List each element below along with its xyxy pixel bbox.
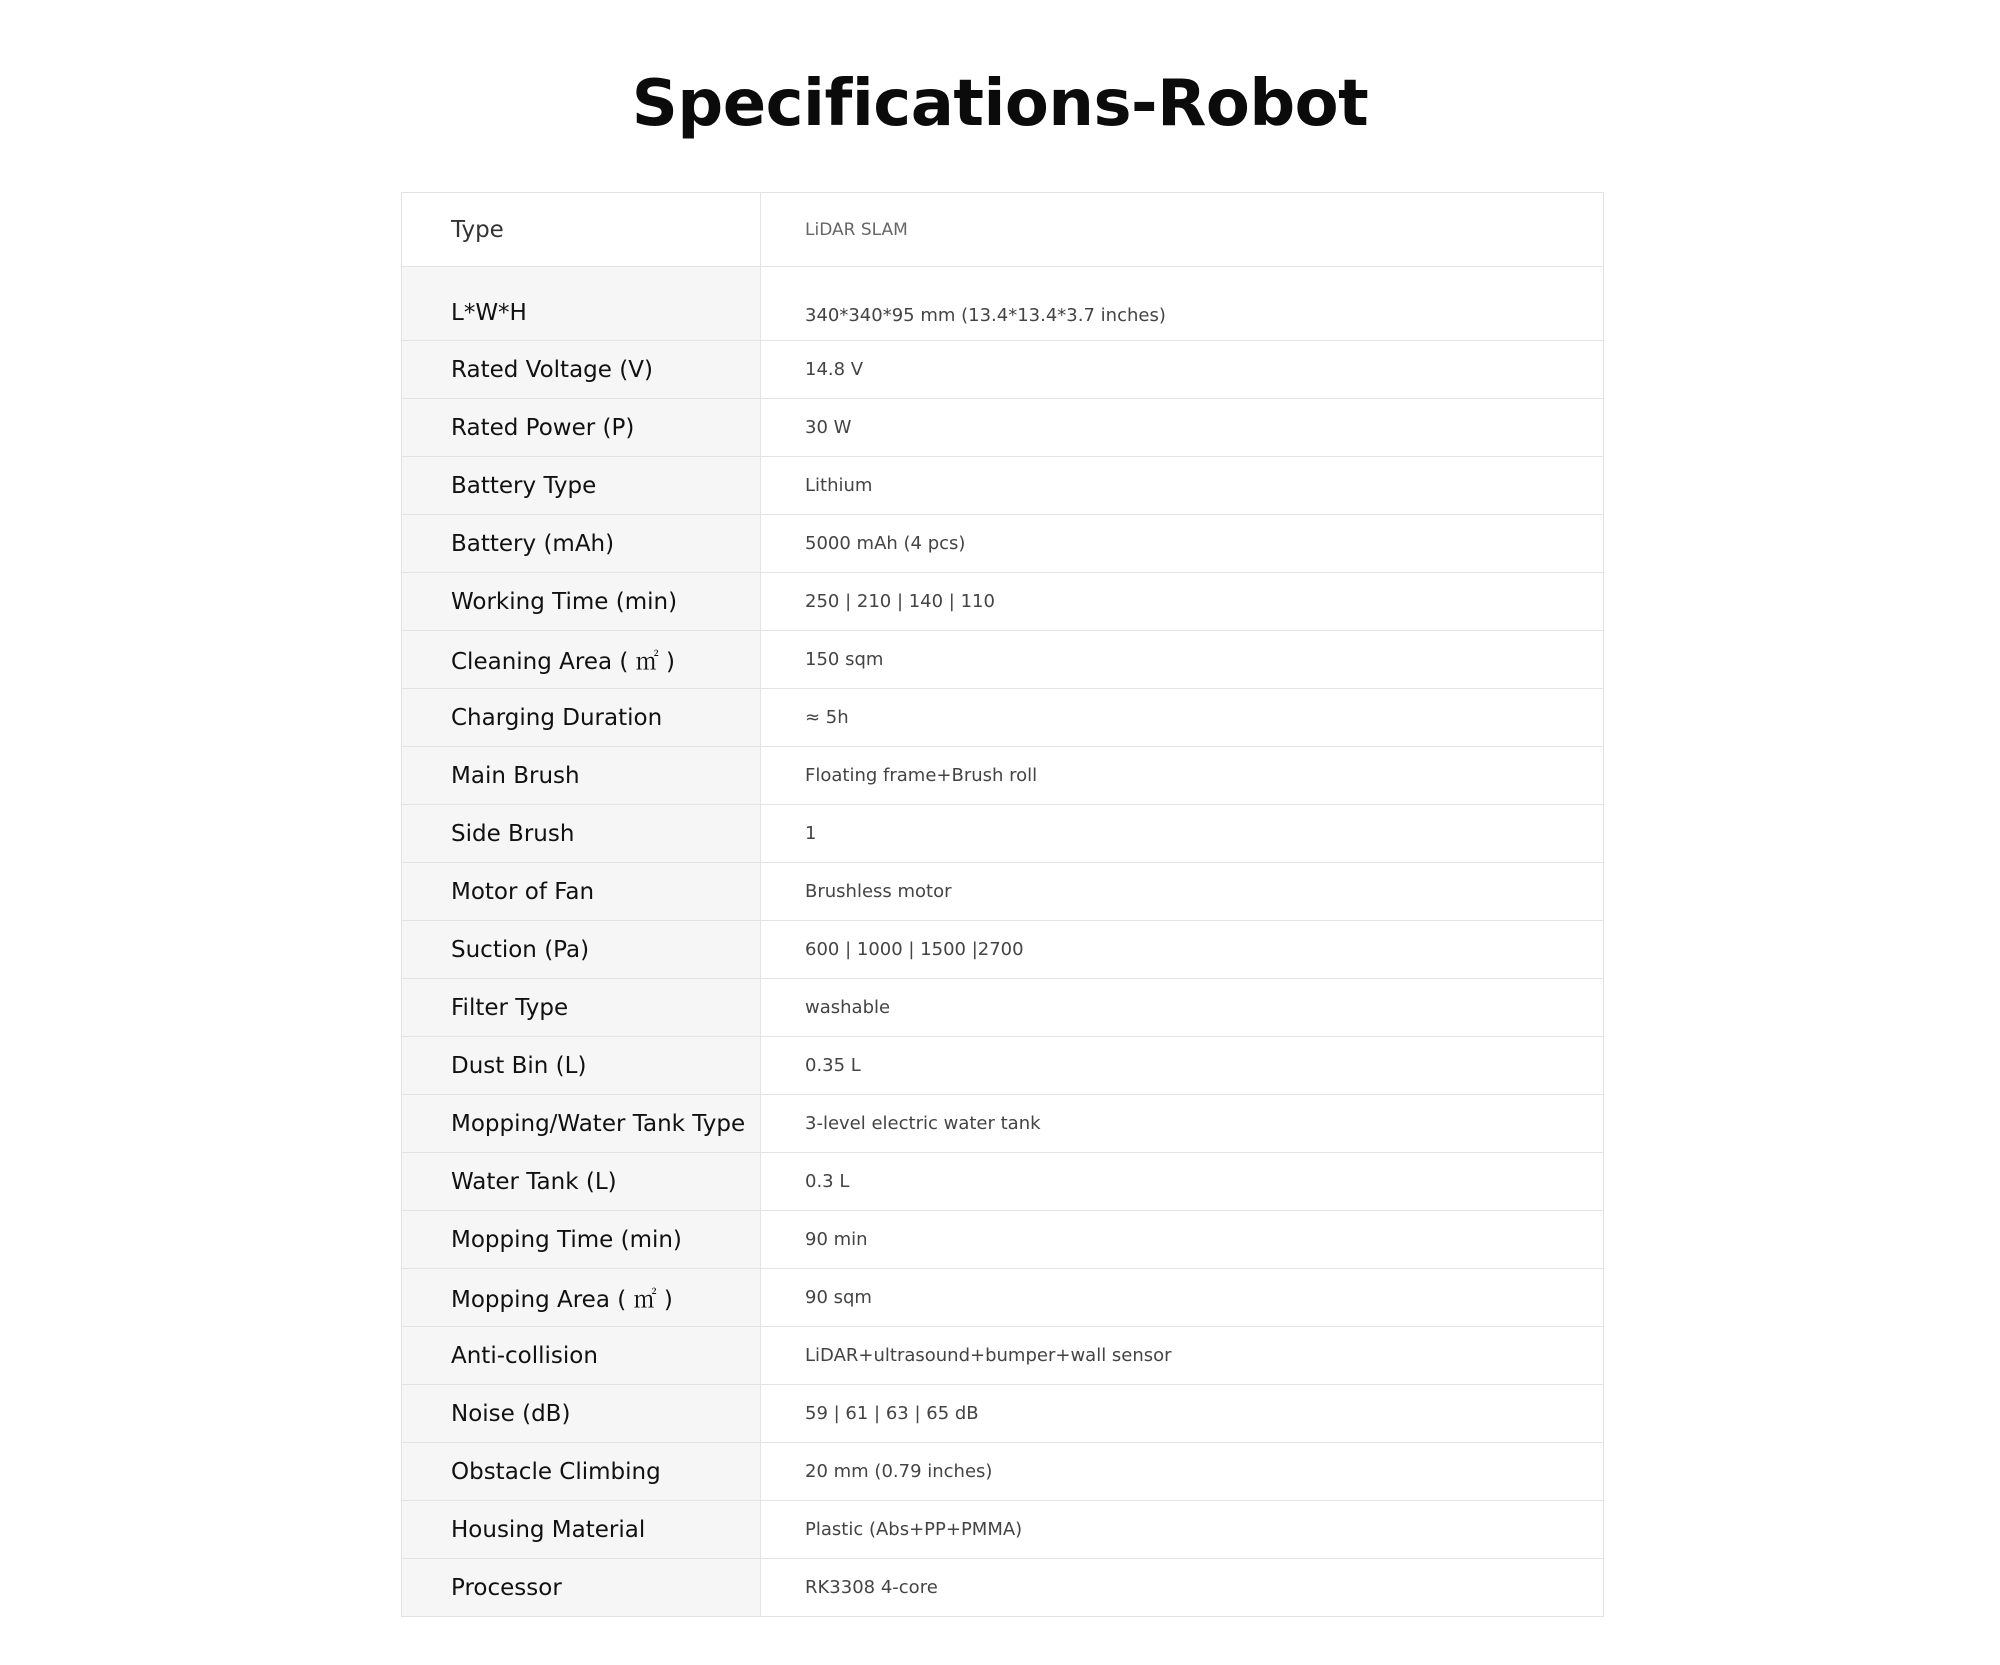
spec-label: L*W*H	[402, 267, 761, 340]
spec-row-anti-collision	[402, 1326, 1603, 1384]
spec-table	[401, 192, 1604, 1617]
spec-label: Charging Duration	[402, 689, 761, 746]
spec-row-obstacle-climbing	[402, 1442, 1603, 1500]
spec-value: 90 min	[805, 1229, 868, 1250]
spec-row-battery-capacity	[402, 514, 1603, 572]
spec-value: 340*340*95 mm (13.4*13.4*3.7 inches)	[805, 305, 1166, 326]
spec-value: 59 | 61 | 63 | 65 dB	[805, 1403, 979, 1424]
spec-value: Lithium	[805, 475, 873, 496]
spec-label: Mopping/Water Tank Type	[402, 1095, 761, 1152]
spec-label: Water Tank (L)	[402, 1153, 761, 1210]
spec-value: 0.3 L	[805, 1171, 850, 1192]
spec-row-housing-material	[402, 1500, 1603, 1558]
spec-value: 0.35 L	[805, 1055, 861, 1076]
spec-label: Noise (dB)	[402, 1385, 761, 1442]
spec-value: LiDAR SLAM	[805, 219, 908, 240]
spec-value: ≈ 5h	[805, 707, 849, 728]
spec-value: washable	[805, 997, 891, 1018]
spec-row-dust-bin	[402, 1036, 1603, 1094]
spec-label: Mopping Time (min)	[402, 1211, 761, 1268]
page-title: Specifications-Robot	[631, 67, 1369, 141]
spec-value: 14.8 V	[805, 359, 864, 380]
spec-value: RK3308 4-core	[805, 1577, 938, 1598]
spec-row-mopping-tank-type	[402, 1094, 1603, 1152]
spec-row-mopping-time	[402, 1210, 1603, 1268]
spec-label: Housing Material	[402, 1501, 761, 1558]
spec-row-dimensions	[402, 266, 1603, 340]
spec-label: Battery (mAh)	[402, 515, 761, 572]
spec-value: 30 W	[805, 417, 852, 438]
spec-value: 250 | 210 | 140 | 110	[805, 591, 995, 612]
spec-value: Plastic (Abs+PP+PMMA)	[805, 1519, 1023, 1540]
spec-row-type	[402, 193, 1603, 266]
spec-row-charging-duration	[402, 688, 1603, 746]
spec-label: Processor	[402, 1559, 761, 1616]
spec-row-filter-type	[402, 978, 1603, 1036]
spec-label: Side Brush	[402, 805, 761, 862]
spec-row-noise	[402, 1384, 1603, 1442]
spec-label: Mopping Area ( ㎡ )	[402, 1269, 761, 1326]
spec-row-working-time	[402, 572, 1603, 630]
spec-value: 1	[805, 823, 817, 844]
spec-label: Rated Power (P)	[402, 399, 761, 456]
spec-row-water-tank	[402, 1152, 1603, 1210]
spec-row-processor	[402, 1558, 1603, 1616]
spec-value: 600 | 1000 | 1500 |2700	[805, 939, 1024, 960]
spec-label: Type	[402, 193, 761, 266]
spec-label: Battery Type	[402, 457, 761, 514]
spec-label: Obstacle Climbing	[402, 1443, 761, 1500]
spec-label: Dust Bin (L)	[402, 1037, 761, 1094]
spec-label: Motor of Fan	[402, 863, 761, 920]
spec-value: 150 sqm	[805, 649, 884, 670]
spec-label: Working Time (min)	[402, 573, 761, 630]
spec-label: Cleaning Area ( ㎡ )	[402, 631, 761, 688]
spec-label: Main Brush	[402, 747, 761, 804]
spec-label: Anti-collision	[402, 1327, 761, 1384]
spec-row-battery-type	[402, 456, 1603, 514]
spec-label: Rated Voltage (V)	[402, 341, 761, 398]
spec-value: 5000 mAh (4 pcs)	[805, 533, 966, 554]
spec-value: 3-level electric water tank	[805, 1113, 1041, 1134]
spec-label: Filter Type	[402, 979, 761, 1036]
spec-row-suction	[402, 920, 1603, 978]
spec-label: Suction (Pa)	[402, 921, 761, 978]
spec-row-rated-power	[402, 398, 1603, 456]
spec-row-cleaning-area	[402, 630, 1603, 688]
spec-value: LiDAR+ultrasound+bumper+wall sensor	[805, 1345, 1172, 1366]
spec-row-mopping-area	[402, 1268, 1603, 1326]
spec-row-rated-voltage	[402, 340, 1603, 398]
spec-value: 90 sqm	[805, 1287, 872, 1308]
spec-value: Floating frame+Brush roll	[805, 765, 1038, 786]
spec-value: Brushless motor	[805, 881, 952, 902]
spec-row-side-brush	[402, 804, 1603, 862]
spec-value: 20 mm (0.79 inches)	[805, 1461, 993, 1482]
spec-row-main-brush	[402, 746, 1603, 804]
spec-row-motor-of-fan	[402, 862, 1603, 920]
